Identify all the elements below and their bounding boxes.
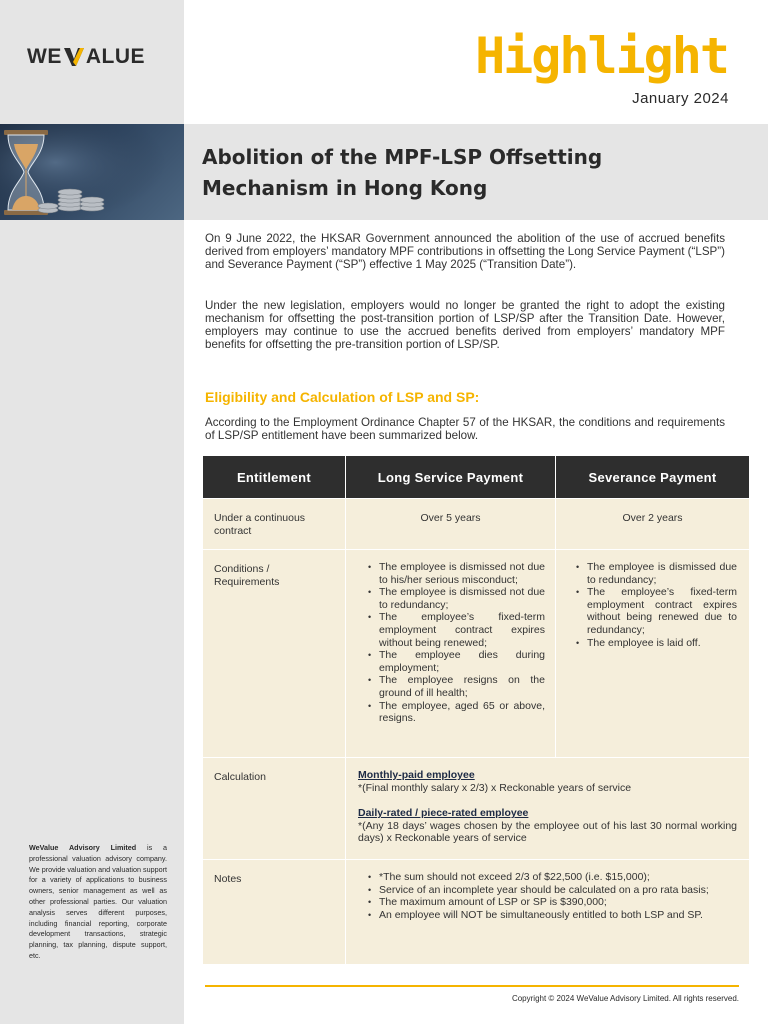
issue-date: January 2024 xyxy=(632,90,729,107)
intro-paragraph-2: Under the new legislation, employers would no longer be granted the right to adopt the existing mechanism for offsetting the post-transition portion of LSP/SP after the Transition Date. However, employers may continue to use the accrued benefits derived from employers’ mandatory MPF benefits for offsetting the pre-transition portion of LSP/SP. xyxy=(205,299,725,351)
copyright: Copyright © 2024 WeValue Advisory Limited. All rights reserved. xyxy=(511,994,739,1003)
daily-heading: Daily-rated / piece-rated employee xyxy=(358,807,529,820)
intro-paragraph-1: On 9 June 2022, the HKSAR Government announced the abolition of the use of accrued benefits derived from employers’ mandatory MPF contributions in offsetting the Long Service Payment (“LSP”) and Severance Payment (“SP”) effective 1 May 2025 (“Transition Date”). xyxy=(205,232,726,271)
list-item: • The maximum amount of LSP or SP is $390,000; xyxy=(366,896,737,909)
header-entitlement: Entitlement xyxy=(203,456,346,498)
sp-conditions xyxy=(556,550,749,757)
logo-v-mark-icon xyxy=(63,46,85,68)
monthly-formula: *(Final monthly salary x 2/3) x Reckonable years of service xyxy=(358,781,632,794)
row-label: Under a continuous contract xyxy=(203,499,346,549)
monthly-heading: Monthly-paid employee xyxy=(358,769,475,781)
wevalue-logo xyxy=(27,45,145,69)
entitlement-table xyxy=(203,456,749,964)
section-intro: According to the Employment Ordinance Chapter 57 of the HKSAR, the conditions and requirements of LSP/SP entitlement have been summarized below. xyxy=(205,416,725,442)
list-item: • The employee resigns on the ground of ill health; xyxy=(366,674,545,699)
list-item: • An employee will NOT be simultaneously entitled to both LSP and SP. xyxy=(366,909,737,922)
table-header xyxy=(203,456,749,498)
row-label: Notes xyxy=(203,860,346,964)
notes-content xyxy=(346,860,749,964)
company-description: is a professional valuation advisory company. We provide valuation and valuation support for a variety of applications to business owners, senior management as well as other professional parties. Our valuation analysis serves different purposes, including financial reporting, corporate development transactions, strategic planning, tax planning, dispute support, etc. xyxy=(29,843,167,960)
highlight-heading: Highlight xyxy=(475,27,728,85)
list-item: • The employee dies during employment; xyxy=(366,649,545,674)
table-row-notes xyxy=(203,859,749,964)
list-item: • The employee is laid off. xyxy=(574,637,737,650)
lsp-value: Over 5 years xyxy=(346,499,556,549)
row-label: Calculation xyxy=(203,758,346,859)
calculation-content xyxy=(346,758,749,859)
header-sp: Severance Payment xyxy=(588,469,717,485)
section-title: Eligibility and Calculation of LSP and SP: xyxy=(205,389,480,405)
hourglass-photo xyxy=(0,124,184,220)
daily-formula: *(Any 18 days’ wages chosen by the employee out of his last 30 normal working days) x Reckonable years of service xyxy=(358,819,737,845)
list-item: • Service of an incomplete year should be calculated on a pro rata basis; xyxy=(366,884,737,897)
list-item: • The employee is dismissed due to redundancy; xyxy=(574,561,737,586)
list-item: • The employee’s fixed-term employment contract expires without being renewed due to redundancy; xyxy=(574,586,737,636)
lsp-conditions xyxy=(346,550,556,757)
row-label: Conditions / Requirements xyxy=(203,550,346,757)
table-row-continuous-contract xyxy=(203,498,749,549)
list-item: • The employee is dismissed not due to his/her serious misconduct; xyxy=(366,561,545,586)
article-title: Abolition of the MPF-LSP Offsetting Mechanism in Hong Kong xyxy=(202,145,603,200)
list-item: • The employee’s fixed-term employment contract expires without being renewed; xyxy=(366,611,545,649)
list-item: • The employee is dismissed not due to redundancy; xyxy=(366,586,545,611)
logo-text-left: WE xyxy=(27,45,62,68)
header-lsp: Long Service Payment xyxy=(346,456,556,498)
sp-value: Over 2 years xyxy=(622,512,683,524)
company-name: WeValue Advisory Limited xyxy=(29,843,137,852)
logo-text-right: ALUE xyxy=(85,45,145,68)
list-item: • The employee, aged 65 or above, resigns. xyxy=(366,700,545,725)
about-company xyxy=(29,843,167,962)
footer-divider xyxy=(205,985,739,987)
table-row-conditions xyxy=(203,549,749,757)
table-row-calculation xyxy=(203,757,749,859)
list-item: • *The sum should not exceed 2/3 of $22,500 (i.e. $15,000); xyxy=(366,871,737,884)
